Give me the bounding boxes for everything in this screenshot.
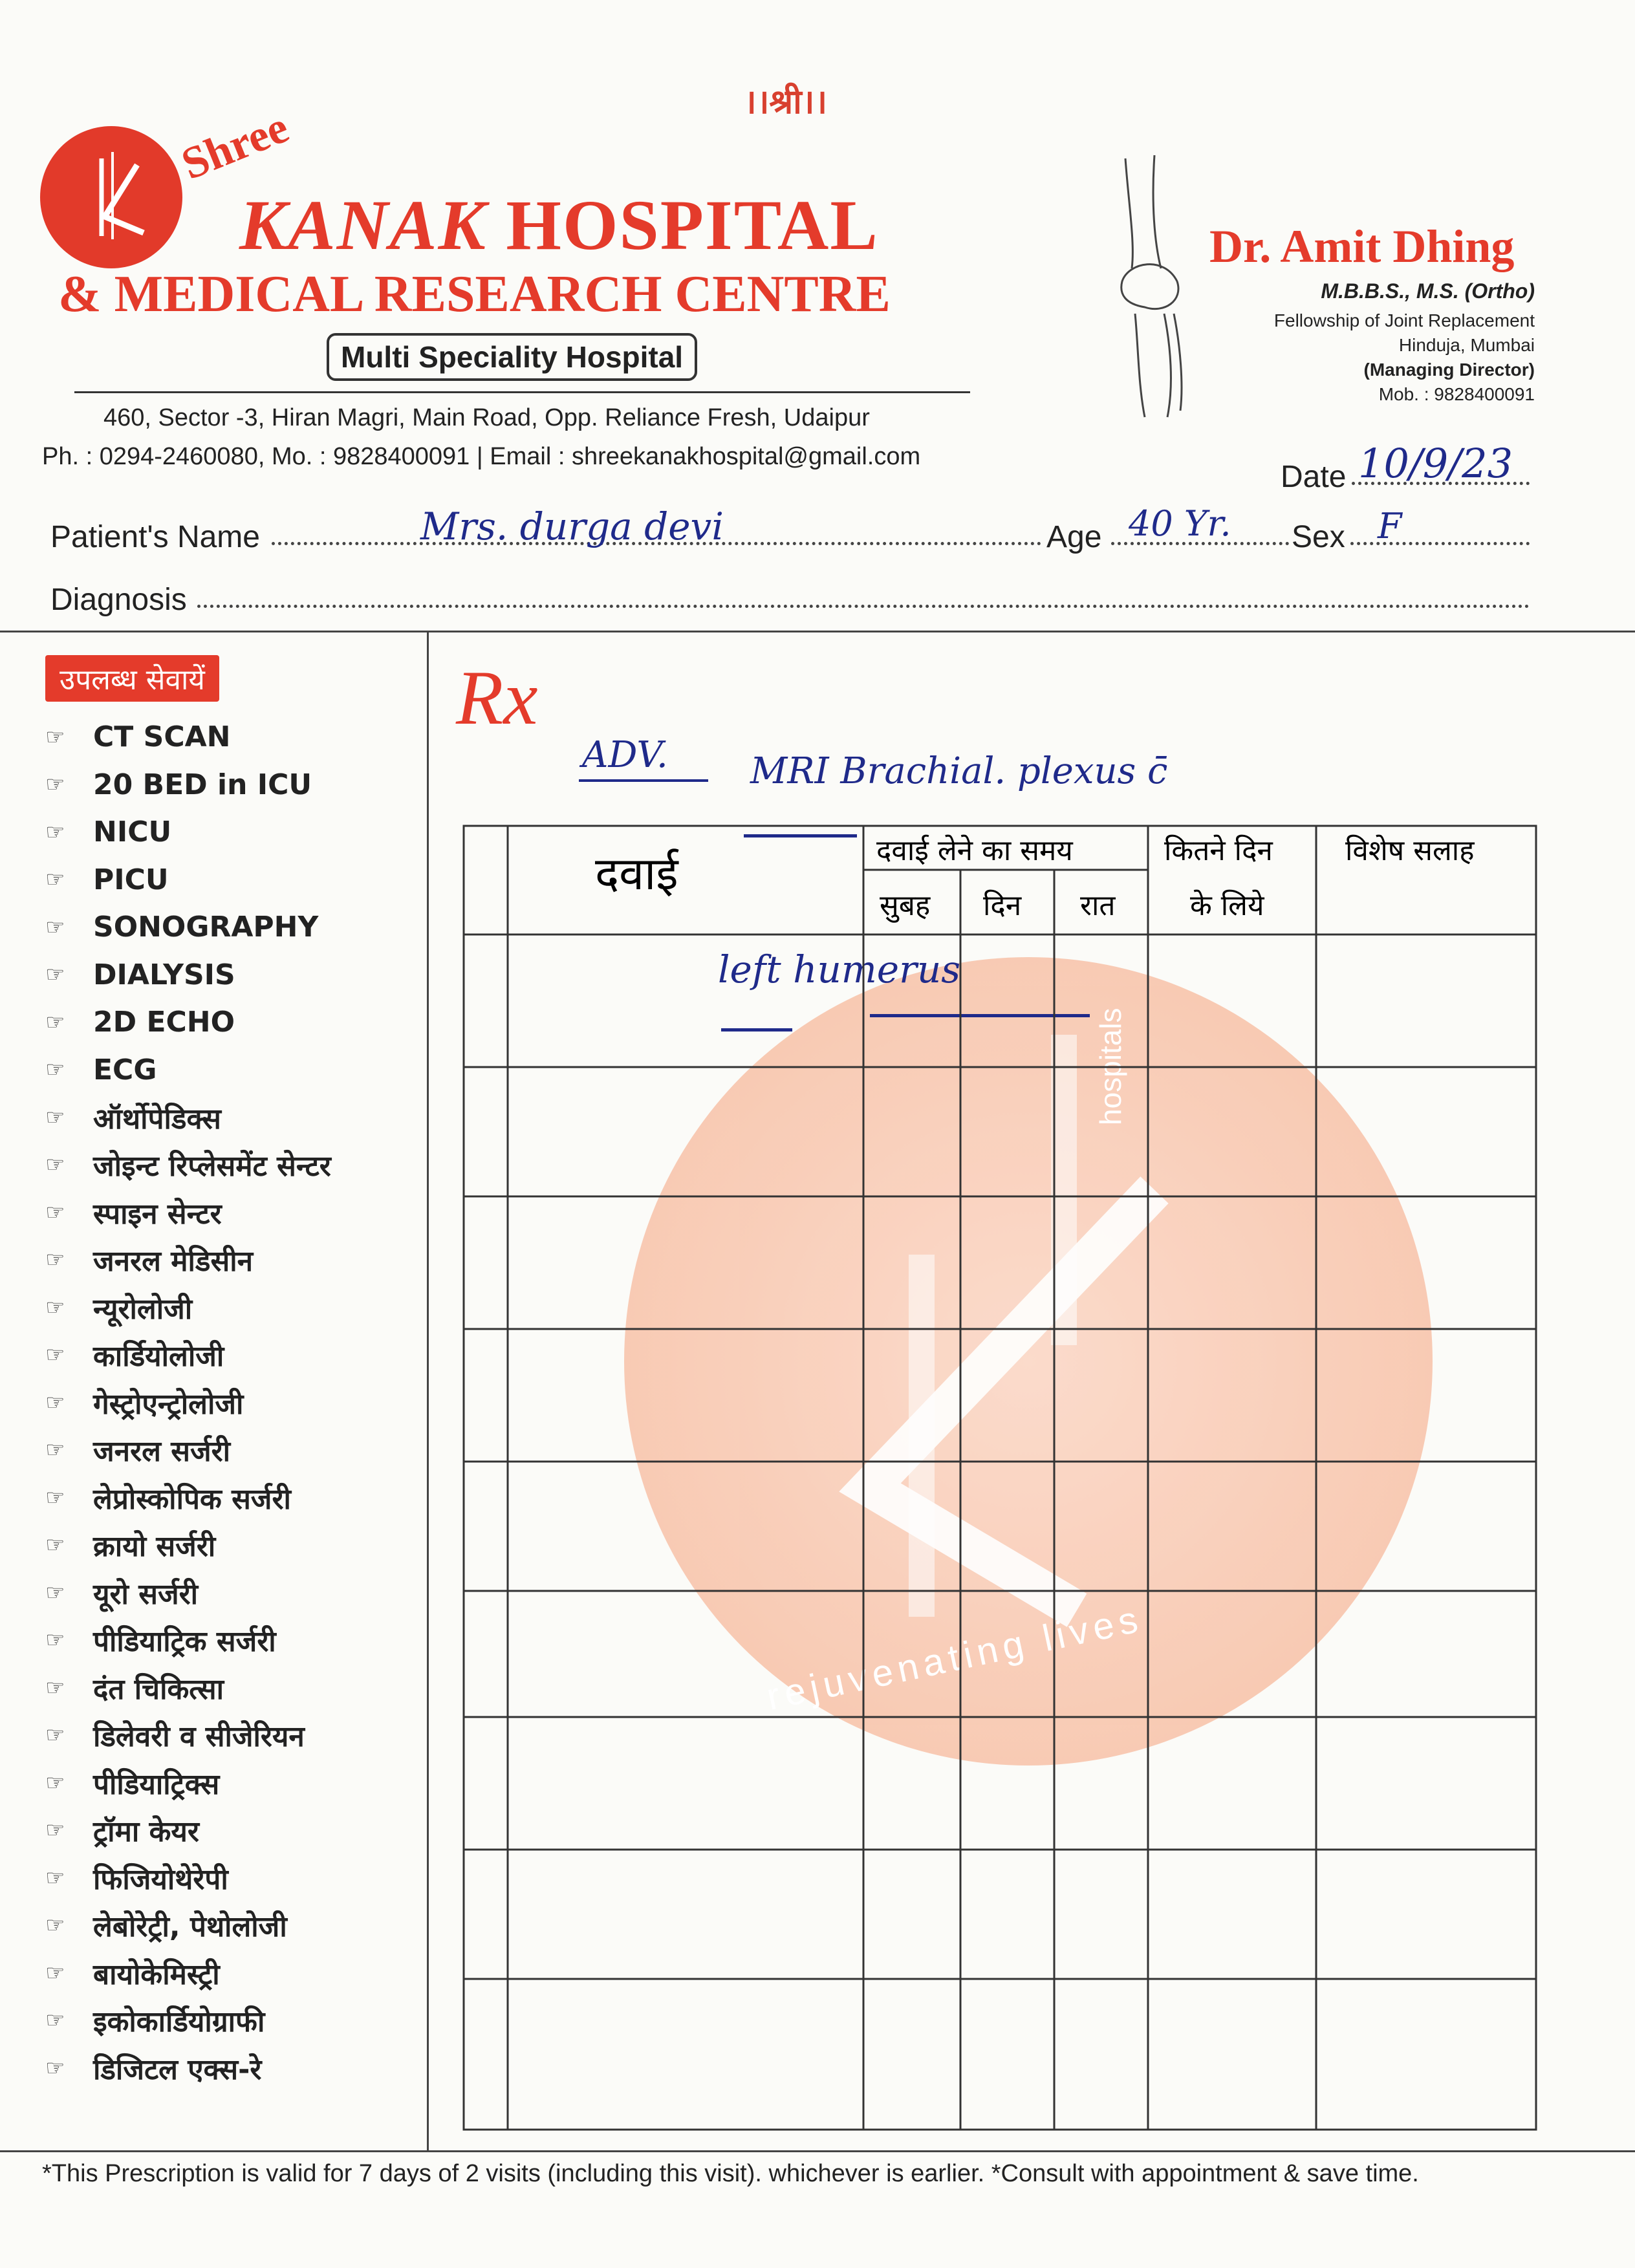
- header-divider: [74, 391, 970, 393]
- pointing-hand-icon: ☞: [45, 1532, 65, 1559]
- service-label: डिजिटल एक्स-रे: [93, 2053, 262, 2086]
- service-label: जनरल सर्जरी: [93, 1435, 230, 1469]
- shree-word: Shree: [175, 102, 296, 190]
- service-label: दंत चिकित्सा: [93, 1672, 224, 1706]
- patient-name-value: Mrs. durga devi: [420, 504, 724, 548]
- service-label: DIALYSIS: [93, 958, 235, 991]
- diagnosis-line: [197, 605, 1530, 608]
- footer-note: *This Prescription is valid for 7 days of 2 visits (including this visit). whichever is earlier. *Consult with appointment & save time.: [42, 2160, 1419, 2187]
- service-item: [45, 1949, 331, 1997]
- date-value: 10/9/23: [1358, 440, 1513, 487]
- th-morning: सुबह: [880, 889, 931, 922]
- service-label: ऑर्थोपेडिक्स: [93, 1102, 221, 1136]
- service-item: [45, 1854, 331, 1902]
- service-item: [45, 1569, 331, 1617]
- service-item: [45, 951, 331, 999]
- diagnosis-label: Diagnosis: [50, 583, 187, 617]
- tagline-box: Multi Speciality Hospital: [327, 333, 697, 381]
- pointing-hand-icon: ☞: [45, 1057, 65, 1083]
- service-label: NICU: [93, 815, 172, 849]
- service-item: [45, 1094, 331, 1141]
- pointing-hand-icon: ☞: [45, 1247, 65, 1273]
- column-divider: [427, 632, 429, 2152]
- logo-k-icon: [40, 126, 182, 268]
- service-label: बायोकेमिस्ट्री: [93, 1958, 220, 1991]
- th-advice: विशेष सलाह: [1345, 834, 1475, 867]
- pointing-hand-icon: ☞: [45, 1484, 65, 1511]
- pointing-hand-icon: ☞: [45, 1722, 65, 1749]
- th-medicine: दवाई: [595, 847, 678, 900]
- service-label: जोइन्ट रिप्लेसमेंट सेन्टर: [93, 1150, 331, 1183]
- th-time: दवाई लेने का समय: [876, 834, 1073, 867]
- service-item: [45, 856, 331, 904]
- hospital-logo: [40, 126, 182, 268]
- service-item: [45, 1664, 331, 1712]
- service-item: [45, 1474, 331, 1522]
- pointing-hand-icon: ☞: [45, 1627, 65, 1654]
- pointing-hand-icon: ☞: [45, 2055, 65, 2081]
- pointing-hand-icon: ☞: [45, 819, 65, 845]
- service-item: [45, 761, 331, 809]
- service-label: कार्डियोलोजी: [93, 1340, 224, 1374]
- pointing-hand-icon: ☞: [45, 1864, 65, 1891]
- th-days-2: के लिये: [1190, 889, 1264, 922]
- knee-joint-icon: [1099, 152, 1216, 424]
- pointing-hand-icon: ☞: [45, 1912, 65, 1939]
- pointing-hand-icon: ☞: [45, 2007, 65, 2034]
- th-day: दिन: [983, 889, 1022, 922]
- pointing-hand-icon: ☞: [45, 1769, 65, 1796]
- doctor-role: (Managing Director): [1363, 360, 1535, 380]
- service-item: [45, 1617, 331, 1665]
- service-item: [45, 713, 331, 761]
- sex-label: Sex: [1292, 520, 1345, 554]
- contact-info: Ph. : 0294-2460080, Mo. : 9828400091 | Email : shreekanakhospital@gmail.com: [42, 443, 921, 470]
- address: 460, Sector -3, Hiran Magri, Main Road, Opp. Reliance Fresh, Udaipur: [103, 404, 870, 431]
- service-item: [45, 999, 331, 1046]
- services-title: उपलब्ध सेवायें: [45, 655, 219, 702]
- service-label: ECG: [93, 1053, 157, 1086]
- handwritten-note-2: left humerus: [718, 947, 960, 991]
- service-item: [45, 1379, 331, 1427]
- service-item: [45, 1807, 331, 1855]
- date-label: Date: [1281, 460, 1347, 494]
- service-item: [45, 903, 331, 951]
- service-label: न्यूरोलोजी: [93, 1292, 193, 1326]
- age-label: Age: [1046, 520, 1102, 554]
- pointing-hand-icon: ☞: [45, 1104, 65, 1130]
- service-label: पीडियाट्रिक्स: [93, 1767, 220, 1801]
- service-label: ट्रॉमा केयर: [93, 1815, 199, 1849]
- hospital-name: [239, 184, 879, 266]
- service-label: PICU: [93, 863, 169, 896]
- pointing-hand-icon: ☞: [45, 724, 65, 750]
- adv-underline: [579, 779, 708, 782]
- watermark-side-text: hospitals: [1094, 1008, 1127, 1125]
- pointing-hand-icon: ☞: [45, 1152, 65, 1178]
- footer-divider: [0, 2150, 1635, 2152]
- service-label: फिजियोथेरेपी: [93, 1863, 228, 1896]
- pointing-hand-icon: ☞: [45, 1389, 65, 1416]
- service-item: [45, 1284, 331, 1332]
- handwritten-note-1: MRI Brachial. plexus c̄: [750, 750, 1168, 792]
- rx-symbol: Rx: [456, 654, 538, 740]
- service-item: [45, 2044, 331, 2092]
- pointing-hand-icon: ☞: [45, 1342, 65, 1368]
- services-list: [45, 713, 331, 2092]
- pointing-hand-icon: ☞: [45, 1579, 65, 1606]
- service-item: [45, 1712, 331, 1760]
- service-item: [45, 1141, 331, 1189]
- service-label: लेप्रोस्कोपिक सर्जरी: [93, 1482, 291, 1516]
- service-label: इकोकार्डियोग्राफी: [93, 2005, 265, 2039]
- service-item: [45, 1427, 331, 1474]
- service-item: [45, 1902, 331, 1950]
- pointing-hand-icon: ☞: [45, 1199, 65, 1226]
- age-value: 40 Yr.: [1129, 503, 1231, 544]
- service-label: लेबोरेट्री, पेथोलोजी: [93, 1910, 287, 1944]
- doctor-place: Hinduja, Mumbai: [1398, 335, 1535, 355]
- pointing-hand-icon: ☞: [45, 772, 65, 798]
- patient-name-label: Patient's Name: [50, 520, 260, 554]
- service-label: CT SCAN: [93, 720, 231, 754]
- service-label: 2D ECHO: [93, 1006, 235, 1039]
- doctor-name: Dr. Amit Dhing: [1209, 221, 1515, 272]
- service-label: डिलेवरी व सीजेरियन: [93, 1720, 305, 1754]
- doctor-fellowship: Fellowship of Joint Replacement: [1273, 310, 1535, 330]
- pointing-hand-icon: ☞: [45, 1009, 65, 1035]
- service-item: [45, 808, 331, 856]
- doctor-mobile: Mob. : 9828400091: [1378, 384, 1535, 404]
- pointing-hand-icon: ☞: [45, 1294, 65, 1321]
- doctor-degrees: M.B.B.S., M.S. (Ortho): [1321, 279, 1535, 303]
- service-item: [45, 1332, 331, 1379]
- handwritten-adv: ADV.: [582, 734, 668, 776]
- service-label: पीडियाट्रिक सर्जरी: [93, 1625, 276, 1659]
- hospital-name-hospital: HOSPITAL: [506, 186, 879, 265]
- service-label: यूरो सर्जरी: [93, 1577, 199, 1611]
- service-label: 20 BED in ICU: [93, 768, 312, 801]
- service-label: गेस्ट्रोएन्ट्रोलोजी: [93, 1387, 244, 1421]
- service-item: [45, 1189, 331, 1237]
- hospital-name-kanak: KANAK: [239, 186, 487, 265]
- service-item: [45, 1046, 331, 1094]
- th-night: रात: [1080, 889, 1116, 922]
- service-label: जनरल मेडिसीन: [93, 1245, 254, 1279]
- service-label: स्पाइन सेन्टर: [93, 1197, 222, 1231]
- pointing-hand-icon: ☞: [45, 914, 65, 940]
- service-item: [45, 1237, 331, 1284]
- pointing-hand-icon: ☞: [45, 962, 65, 988]
- service-item: [45, 1759, 331, 1807]
- pointing-hand-icon: ☞: [45, 1817, 65, 1844]
- pointing-hand-icon: ☞: [45, 867, 65, 893]
- service-item: [45, 1522, 331, 1570]
- sex-value: F: [1378, 506, 1402, 546]
- service-item: [45, 1997, 331, 2045]
- service-label: SONOGRAPHY: [93, 911, 319, 944]
- th-days: कितने दिन: [1164, 834, 1273, 867]
- watermark-text: rejuvenating lives: [763, 1597, 1147, 1718]
- section-divider: [0, 631, 1635, 632]
- hospital-subtitle: & MEDICAL RESEARCH CENTRE: [58, 266, 891, 323]
- service-label: क्रायो सर्जरी: [93, 1530, 216, 1564]
- pointing-hand-icon: ☞: [45, 1960, 65, 1986]
- pointing-hand-icon: ☞: [45, 1437, 65, 1463]
- prescription-table: [462, 825, 1537, 2131]
- shri-mark: ।।श्री।।: [744, 83, 828, 122]
- pointing-hand-icon: ☞: [45, 1674, 65, 1701]
